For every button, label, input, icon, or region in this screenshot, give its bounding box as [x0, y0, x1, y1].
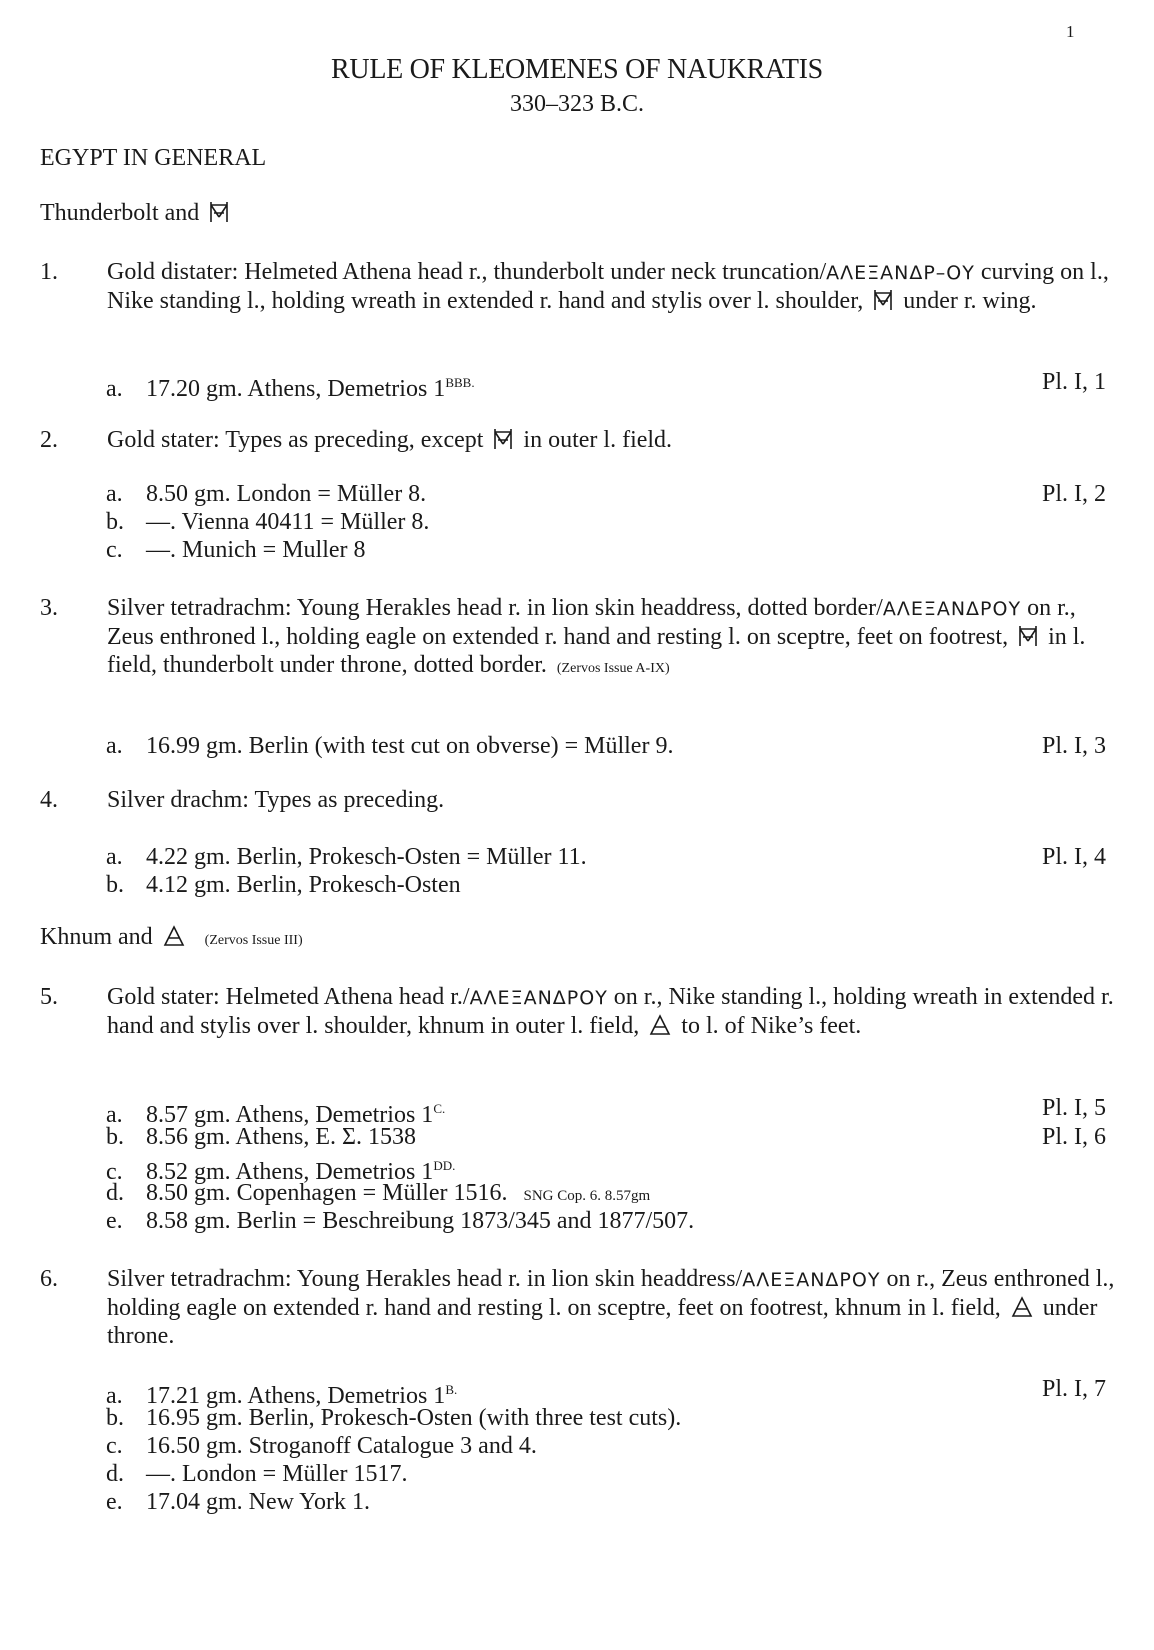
specimen-row: [106, 732, 1106, 761]
specimen-text: 16.50 gm. Stroganoff Catalogue 3 and 4.: [146, 1433, 537, 1459]
desc-text: on r., Zeus enthroned l., holding eagle on extended r. hand and resting l. on sceptre, feet on footrest, khnum in l. field,: [107, 1266, 1115, 1321]
specimen-row: [106, 1432, 1106, 1461]
delta-icon: [1011, 1296, 1033, 1318]
specimen-letter: e.: [106, 1208, 123, 1234]
plate-reference: Pl. I, 6: [1041, 1124, 1106, 1150]
delta-icon: [163, 925, 185, 947]
page-number: 1: [1066, 22, 1075, 41]
specimen-letter: b.: [106, 509, 124, 535]
section-heading: EGYPT IN GENERAL: [40, 145, 267, 171]
desc-text: curving on l., Nike standing l., holding wreath in extended r. hand and stylis over l. shoulder,: [107, 259, 1109, 314]
zervos-note: (Zervos Issue III): [204, 933, 303, 948]
group-heading-label: Thunderbolt and: [40, 200, 200, 226]
specimen-text: 4.12 gm. Berlin, Prokesch-Osten: [146, 872, 461, 898]
specimen-text: 8.56 gm. Athens, E. Σ. 1538: [146, 1124, 416, 1150]
specimen-superscript: DD.: [433, 1158, 456, 1173]
specimen-letter: c.: [106, 1159, 123, 1185]
specimen-letter: d.: [106, 1461, 124, 1487]
specimen-row: [106, 480, 1106, 509]
specimen-text: —. London = Müller 1517.: [146, 1461, 408, 1487]
specimen-text: 16.95 gm. Berlin, Prokesch-Osten (with three test cuts).: [146, 1405, 682, 1431]
specimen-row: [106, 508, 1106, 537]
catalogue-entry: [40, 983, 1120, 1040]
specimen-row: [106, 1123, 1106, 1152]
greek-legend: ΑΛΕΞΑΝΔΡΟΥ: [742, 1269, 881, 1291]
group-heading-khnum: [40, 924, 303, 951]
specimen-letter: b.: [106, 1405, 124, 1431]
plate-reference: Pl. I, 1: [1041, 369, 1106, 395]
specimen-row: [106, 843, 1106, 872]
desc-text: Silver tetradrachm: Young Herakles head r. in lion skin headdress/: [107, 1266, 743, 1292]
specimen-row: [106, 1488, 1106, 1517]
greek-legend: ΑΛΕΞΑΝΔΡΟΥ: [469, 987, 608, 1009]
delta-icon: [649, 1014, 671, 1036]
desc-text: under r. wing.: [897, 288, 1037, 314]
specimen-letter: a.: [106, 1102, 123, 1128]
monogram-icon: [873, 289, 893, 311]
greek-legend: ΑΛΕΞΑΝΔΡ–ΟΥ: [826, 262, 975, 284]
specimen-letter: a.: [106, 481, 123, 507]
specimen-text: 17.20 gm. Athens, Demetrios 1: [146, 376, 446, 402]
specimen-row: [106, 1404, 1106, 1433]
specimen-text: 8.50 gm. Copenhagen = Müller 1516.: [146, 1180, 508, 1206]
entry-number: 2.: [40, 427, 58, 453]
plate-reference: Pl. I, 5: [1041, 1095, 1106, 1121]
specimen-text: 8.57 gm. Athens, Demetrios 1: [146, 1102, 434, 1128]
specimen-text: 16.99 gm. Berlin (with test cut on obverse) = Müller 9.: [146, 733, 674, 759]
specimen-letter: c.: [106, 537, 123, 563]
monogram-icon: [1018, 625, 1038, 647]
desc-text: Silver tetradrachm: Young Herakles head r. in lion skin headdress, dotted border/: [107, 595, 883, 621]
desc-text: under throne.: [107, 1295, 1098, 1349]
zervos-note: (Zervos Issue A-IX): [556, 661, 670, 676]
desc-text: on r., Nike standing l., holding wreath in extended r. hand and stylis over l. shoulder, khnum in outer l. field,: [107, 984, 1114, 1039]
entry-description: Silver drachm: Types as preceding.: [107, 787, 445, 813]
catalogue-entry: [40, 594, 1120, 683]
specimen-letter: c.: [106, 1433, 123, 1459]
catalogue-entry: [40, 1265, 1120, 1350]
entry-number: 5.: [40, 984, 58, 1010]
desc-text: in l. field, thunderbolt under throne, dotted border.: [107, 624, 1086, 678]
specimen-letter: a.: [106, 733, 123, 759]
page-subtitle: 330–323 B.C.: [509, 91, 644, 117]
specimen-letter: e.: [106, 1489, 123, 1515]
specimen-letter: a.: [106, 844, 123, 870]
specimen-superscript: BBB.: [445, 375, 475, 390]
entry-description: [107, 983, 1120, 1040]
catalogue-entry: [40, 258, 1120, 315]
specimen-text: 4.22 gm. Berlin, Prokesch-Osten = Müller 11.: [146, 844, 587, 870]
catalogue-entry: [40, 426, 1120, 454]
specimen-letter: a.: [106, 376, 123, 402]
specimen-text: 8.58 gm. Berlin = Beschreibung 1873/345 and 1877/507.: [146, 1208, 695, 1234]
specimen-letter: b.: [106, 1124, 124, 1150]
sng-reference: SNG Cop. 6. 8.57gm: [523, 1188, 651, 1204]
plate-reference: Pl. I, 2: [1041, 481, 1106, 507]
specimen-superscript: C.: [433, 1101, 446, 1116]
group-heading-thunderbolt: [40, 200, 233, 227]
desc-text: on r., Zeus enthroned l., holding eagle on extended r. hand and resting l. on sceptre, feet on footrest,: [107, 595, 1076, 650]
specimen-row: [106, 536, 1106, 565]
entry-description: [107, 426, 1120, 454]
desc-text: Gold stater: Types as preceding, except: [107, 427, 490, 453]
specimen-text: 17.04 gm. New York 1.: [146, 1489, 371, 1515]
group-heading-label: Khnum and: [40, 924, 153, 950]
catalogue-entry: [40, 786, 1120, 814]
plate-reference: Pl. I, 3: [1041, 733, 1106, 759]
specimen-text: 17.21 gm. Athens, Demetrios 1: [146, 1383, 446, 1409]
entry-number: 6.: [40, 1266, 58, 1292]
plate-reference: Pl. I, 4: [1041, 844, 1106, 870]
entry-description: [107, 258, 1120, 315]
specimen-letter: d.: [106, 1180, 124, 1206]
entry-description: [107, 594, 1120, 683]
specimen-letter: a.: [106, 1383, 123, 1409]
entry-number: 3.: [40, 595, 58, 621]
specimen-text: 8.52 gm. Athens, Demetrios 1: [146, 1159, 434, 1185]
specimen-row: [106, 1207, 1106, 1236]
page-title: RULE OF KLEOMENES OF NAUKRATIS: [331, 54, 823, 85]
specimen-row: [106, 1460, 1106, 1489]
specimen-row: [106, 368, 1106, 404]
specimen-letter: b.: [106, 872, 124, 898]
monogram-icon: [493, 428, 513, 450]
desc-text: Gold stater: Helmeted Athena head r./: [107, 984, 470, 1010]
specimen-text: —. Vienna 40411 = Müller 8.: [146, 509, 430, 535]
greek-legend: ΑΛΕΞΑΝΔΡΟΥ: [882, 598, 1022, 620]
specimen-row: [106, 871, 1106, 900]
entry-description: [107, 1265, 1120, 1350]
desc-text: Gold distater: Helmeted Athena head r., thunderbolt under neck truncation/: [107, 259, 827, 285]
entry-number: 1.: [40, 259, 58, 285]
monogram-icon: [209, 201, 229, 223]
specimen-text: —. Munich = Muller 8: [146, 537, 366, 563]
plate-reference: Pl. I, 7: [1041, 1376, 1106, 1402]
specimen-text: 8.50 gm. London = Müller 8.: [146, 481, 427, 507]
desc-text: to l. of Nike’s feet.: [675, 1013, 862, 1039]
entry-number: 4.: [40, 787, 58, 813]
specimen-superscript: B.: [445, 1382, 458, 1397]
desc-text: in outer l. field.: [517, 427, 673, 453]
